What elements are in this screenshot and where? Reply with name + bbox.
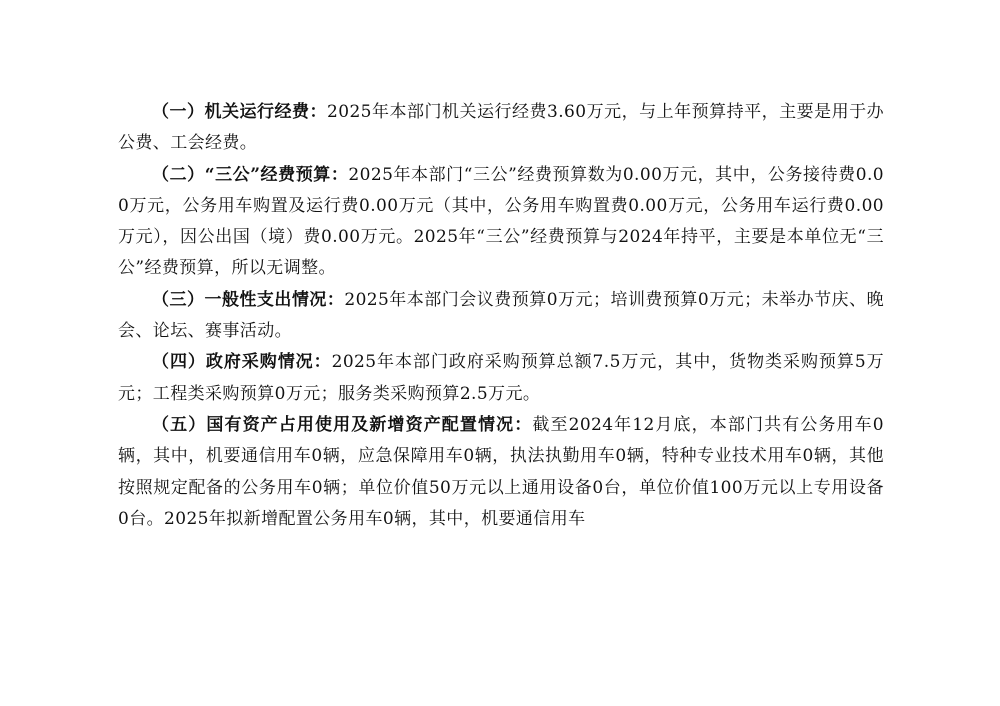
paragraph-heading: （五）国有资产占用使用及新增资产配置情况： <box>152 414 533 435</box>
paragraph-text: 2025年本部门会议费预算0万元；培训费预算0万元；未举办节庆、晚会、论坛、赛事活动。 <box>118 289 884 342</box>
paragraph-text: 截至2024年12月底，本部门共有公务用车0辆，其中，机要通信用车0辆，应急保障用车0辆，执法执勤用车0辆，特种专业技术用车0辆，其他按照规定配备的公务用车0辆；单位价值50万元以上通用设备0台，单位价值100万元以上专用设备0台。2025年拟新增配置公务用车0辆，其中，机要通信用车 <box>118 414 884 529</box>
paragraph-heading: （二）“三公”经费预算： <box>152 164 349 185</box>
document-body <box>118 97 884 535</box>
paragraph-text: 2025年本部门机关运行经费3.60万元，与上年预算持平，主要是用于办公费、工会经费。 <box>118 102 885 154</box>
paragraph-government-procurement <box>118 347 884 410</box>
paragraph-three-public-expenses <box>118 160 884 285</box>
paragraph-operating-expenses <box>118 97 884 160</box>
paragraph-text: 2025年本部门“三公”经费预算数为0.00万元，其中，公务接待费0.00万元，公务用车购置及运行费0.00万元（其中，公务用车购置费0.00万元，公务用车运行费0.00万元），因公出国（境）费0.00万元。2025年“三公”经费预算与2024年持平，主要是本单位无“三公”经费预算，所以无调整。 <box>118 164 884 279</box>
paragraph-general-expenditure <box>118 285 884 348</box>
paragraph-heading: （一）机关运行经费： <box>152 102 328 122</box>
paragraph-state-assets <box>118 410 884 535</box>
paragraph-heading: （四）政府采购情况： <box>152 352 332 373</box>
paragraph-text: 2025年本部门政府采购预算总额7.5万元，其中，货物类采购预算5万元；工程类采购预算0万元；服务类采购预算2.5万元。 <box>118 352 885 404</box>
paragraph-heading: （三）一般性支出情况： <box>152 289 345 310</box>
